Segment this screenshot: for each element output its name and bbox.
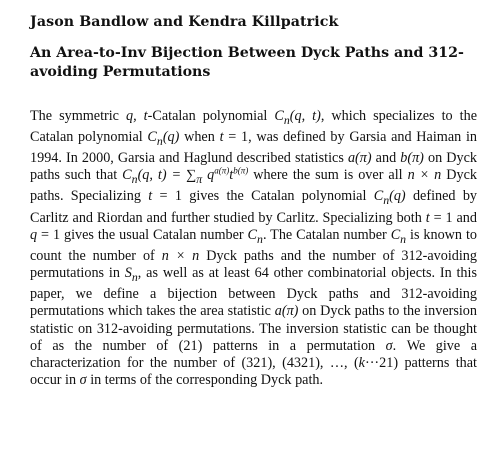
abstract-text: when xyxy=(179,129,220,146)
abstract-text: on Dyck paths to the inversion statistic on 312-avoiding permutations. The inversion statistic can be thought of as the number of (21) patterns in a permutation xyxy=(30,303,477,354)
math-nxn: n × n xyxy=(161,247,200,264)
formula-t: t xyxy=(229,167,234,184)
abstract-text: where the sum is over all xyxy=(248,167,408,184)
math-t: t xyxy=(148,188,153,205)
math-sigma: σ xyxy=(79,372,87,389)
math-t: t xyxy=(425,209,430,226)
abstract-text: , as well as at least 64 other combinatorial objects. In this paper, we define a bijection between Dyck paths and 312-avoiding permutations which takes the area statistic xyxy=(30,265,477,320)
abstract-text: in terms of the corresponding Dyck path. xyxy=(86,372,324,389)
math-subscript: n xyxy=(156,133,163,148)
math-b-pi: b(π) xyxy=(400,150,424,167)
abstract-text: on Dyck paths such that xyxy=(30,150,477,184)
math-cn: C xyxy=(274,108,284,124)
formula-sum-index: π xyxy=(196,172,203,187)
math-subscript: n xyxy=(131,269,138,284)
formula-t-exponent: b(π) xyxy=(233,165,249,176)
math-subscript: n xyxy=(400,231,407,246)
math-args: (q) xyxy=(389,188,406,205)
abstract-text: and xyxy=(371,150,401,167)
abstract-text: = 1 and xyxy=(429,209,477,226)
math-args: (q, t) xyxy=(289,108,321,124)
abstract-text: The symmetric xyxy=(30,108,127,124)
formula-subscript: n xyxy=(131,172,138,187)
math-a-pi: a(π) xyxy=(347,150,372,167)
math-subscript: n xyxy=(383,193,390,208)
math-cn: C xyxy=(247,226,258,243)
math-cn: C xyxy=(390,226,401,243)
math-sigma: σ xyxy=(385,337,393,354)
abstract-text: = 1 gives the usual Catalan number xyxy=(37,226,248,243)
math-sn: S xyxy=(124,265,132,282)
math-cn: C xyxy=(147,129,157,146)
paper-title: An Area-to-Inv Bijection Between Dyck Paths and 312-avoiding Permutations xyxy=(30,45,464,80)
abstract-text: -Catalan polynomial xyxy=(147,108,275,124)
math-qt: q, t xyxy=(126,108,148,124)
abstract-text: defined by Carlitz and Riordan and further studied by Carlitz. Specializing both xyxy=(30,188,478,226)
formula-q: q xyxy=(202,167,215,184)
math-cn: C xyxy=(373,188,384,205)
math-args: (q) xyxy=(162,129,180,146)
author-line: Jason Bandlow and Kendra Killpatrick xyxy=(30,14,339,30)
abstract-text: . The Catalan number xyxy=(262,226,391,243)
math-subscript: n xyxy=(283,112,290,127)
abstract-text: is known to count the number of xyxy=(30,226,477,264)
formula-cn: C xyxy=(122,167,132,184)
abstract-text: . We give a characterization for the number of (321), (4321), …, ( xyxy=(30,337,478,372)
math-t: t xyxy=(219,129,224,146)
math-subscript: n xyxy=(257,231,263,246)
formula-q-exponent: a(π) xyxy=(214,165,230,176)
abstract-paragraph xyxy=(30,108,477,390)
math-q: q xyxy=(30,226,38,243)
abstract-text: = 1 gives the Catalan polynomial xyxy=(152,188,374,205)
abstract-text: ···21) patterns that occur in xyxy=(30,355,477,389)
math-k: k xyxy=(358,355,365,372)
formula-args: (q, t) = ∑ xyxy=(137,167,197,184)
abstract-text: = 1, was defined by Garsia and Haiman in 1994. In 2000, Garsia and Haglund described statistics xyxy=(30,129,477,167)
abstract-text: , which specializes to the Catalan polynomial xyxy=(30,108,477,146)
abstract-text: Dyck paths and the number of 312-avoiding permutations in xyxy=(30,247,477,282)
math-nxn: n × n xyxy=(407,167,442,184)
math-a-pi: a(π) xyxy=(274,303,299,320)
abstract-text: Dyck paths. Specializing xyxy=(30,167,477,205)
